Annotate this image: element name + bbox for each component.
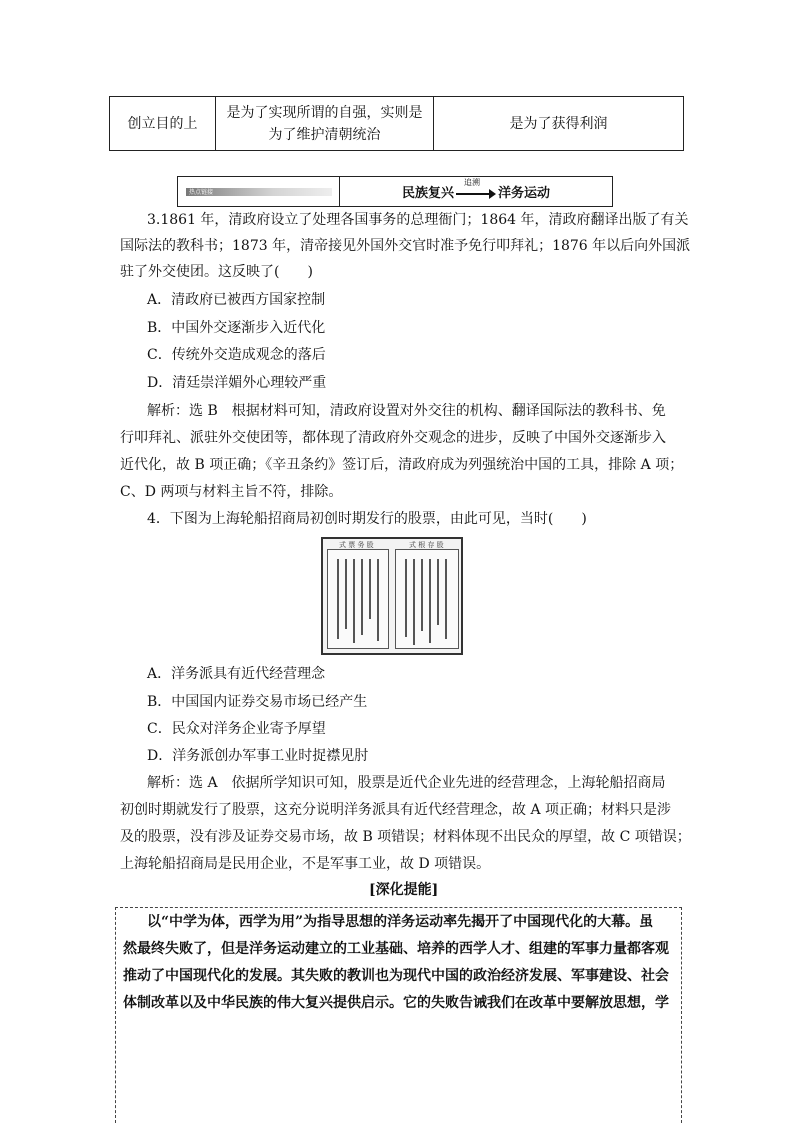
q4-option-a: A．洋务派具有近代经营理念 <box>147 666 326 682</box>
banner-tag-bar <box>186 188 332 196</box>
q3-analysis-line-4: C、D 两项与材料主旨不符，排除。 <box>120 484 343 500</box>
deepen-heading: [深化提能] <box>369 882 439 898</box>
q3-option-b: B．中国外交逐渐步入近代化 <box>147 320 326 336</box>
q3-analysis-line-1: 解析：选 B 根据材料可知，清政府设置对外交往的机构、翻译国际法的教科书、免 <box>147 403 666 419</box>
banner-tag-text: 热点链接 <box>189 189 214 196</box>
q3-stem-line-1: 3.1861 年，清政府设立了处理各国事务的总理衙门；1864 年，清政府翻译出版了有关 <box>147 212 689 228</box>
q3-option-c: C．传统外交造成观念的落后 <box>147 347 326 363</box>
q3-option-d: D．清廷崇洋媚外心理较严重 <box>147 375 327 391</box>
q3-stem-line-2: 国际法的教科书；1873 年，清帝接见外国外交官时准予免行叩拜礼；1876 年以后向外国派 <box>120 238 691 254</box>
table-cell-yangwu-purpose: 是为了实现所谓的自强，实则是为了维护清朝统治 <box>216 97 434 150</box>
q3-analysis-line-3: 近代化，故 B 项正确；《辛丑条约》签订后，清政府成为列强统治中国的工具，排除 A 项； <box>120 457 684 473</box>
banner-title <box>340 177 612 206</box>
table-cell-aspect: 创立目的上 <box>110 97 216 150</box>
q3-stem-line-3: 驻了外交使团。这反映了( ) <box>120 264 313 280</box>
q3-analysis-line-2: 行叩拜礼、派驻外交使团等，都体现了清政府外交观念的进步，反映了中国外交逐渐步入 <box>120 430 666 446</box>
q4-analysis-line-2: 初创时期就发行了股票，这充分说明洋务派具有近代经营理念，故 A 项正确；材料只是涉 <box>120 802 672 818</box>
stock-header-right: 式 根 存 股 <box>409 541 444 549</box>
deepen-line-4: 体制改革以及中华民族的伟大复兴提供启示。它的失败告诫我们在改革中要解放思想，学 <box>123 995 669 1011</box>
deepen-line-2: 然最终失败了，但是洋务运动建立的工业基础、培养的西学人才、组建的军事力量都客观 <box>123 941 669 957</box>
q4-option-c: C．民众对洋务企业寄予厚望 <box>147 721 326 737</box>
stock-header-left: 式 票 务 股 <box>339 541 374 549</box>
arrow-label: 追溯 <box>464 177 480 187</box>
right-arrow-icon <box>456 177 496 199</box>
topic-banner <box>177 176 613 207</box>
q4-option-d: D．洋务派创办军事工业时捉襟见肘 <box>147 748 369 764</box>
deepen-line-1: 以“中学为体，西学为用”为指导思想的洋务运动率先揭开了中国现代化的大幕。虽 <box>147 914 654 930</box>
banner-tag-area <box>178 177 340 206</box>
stock-certificate-image <box>321 537 463 655</box>
deepen-line-3: 推动了中国现代化的发展。其失败的教训也为现代中国的政治经济发展、军事建设、社会 <box>123 968 669 984</box>
q4-analysis-line-3: 及的股票，没有涉及证券交易市场，故 B 项错误；材料体现不出民众的厚望，故 C 项错误； <box>120 829 691 845</box>
comparison-table-row <box>109 96 684 151</box>
table-cell-modern-purpose: 是为了获得利润 <box>509 115 608 132</box>
q3-option-a: A．清政府已被西方国家控制 <box>147 292 326 308</box>
q4-analysis-line-4: 上海轮船招商局是民用企业，不是军事工业，故 D 项错误。 <box>120 856 491 872</box>
q4-stem: 4．下图为上海轮船招商局初创时期发行的股票，由此可见，当时( ) <box>147 511 587 527</box>
banner-right-term: 洋务运动 <box>498 186 551 201</box>
q4-option-b: B．中国国内证券交易市场已经产生 <box>147 694 368 710</box>
banner-left-term: 民族复兴 <box>401 186 454 201</box>
q4-analysis-line-1: 解析：选 A 依据所学知识可知，股票是近代企业先进的经营理念，上海轮船招商局 <box>147 775 666 791</box>
